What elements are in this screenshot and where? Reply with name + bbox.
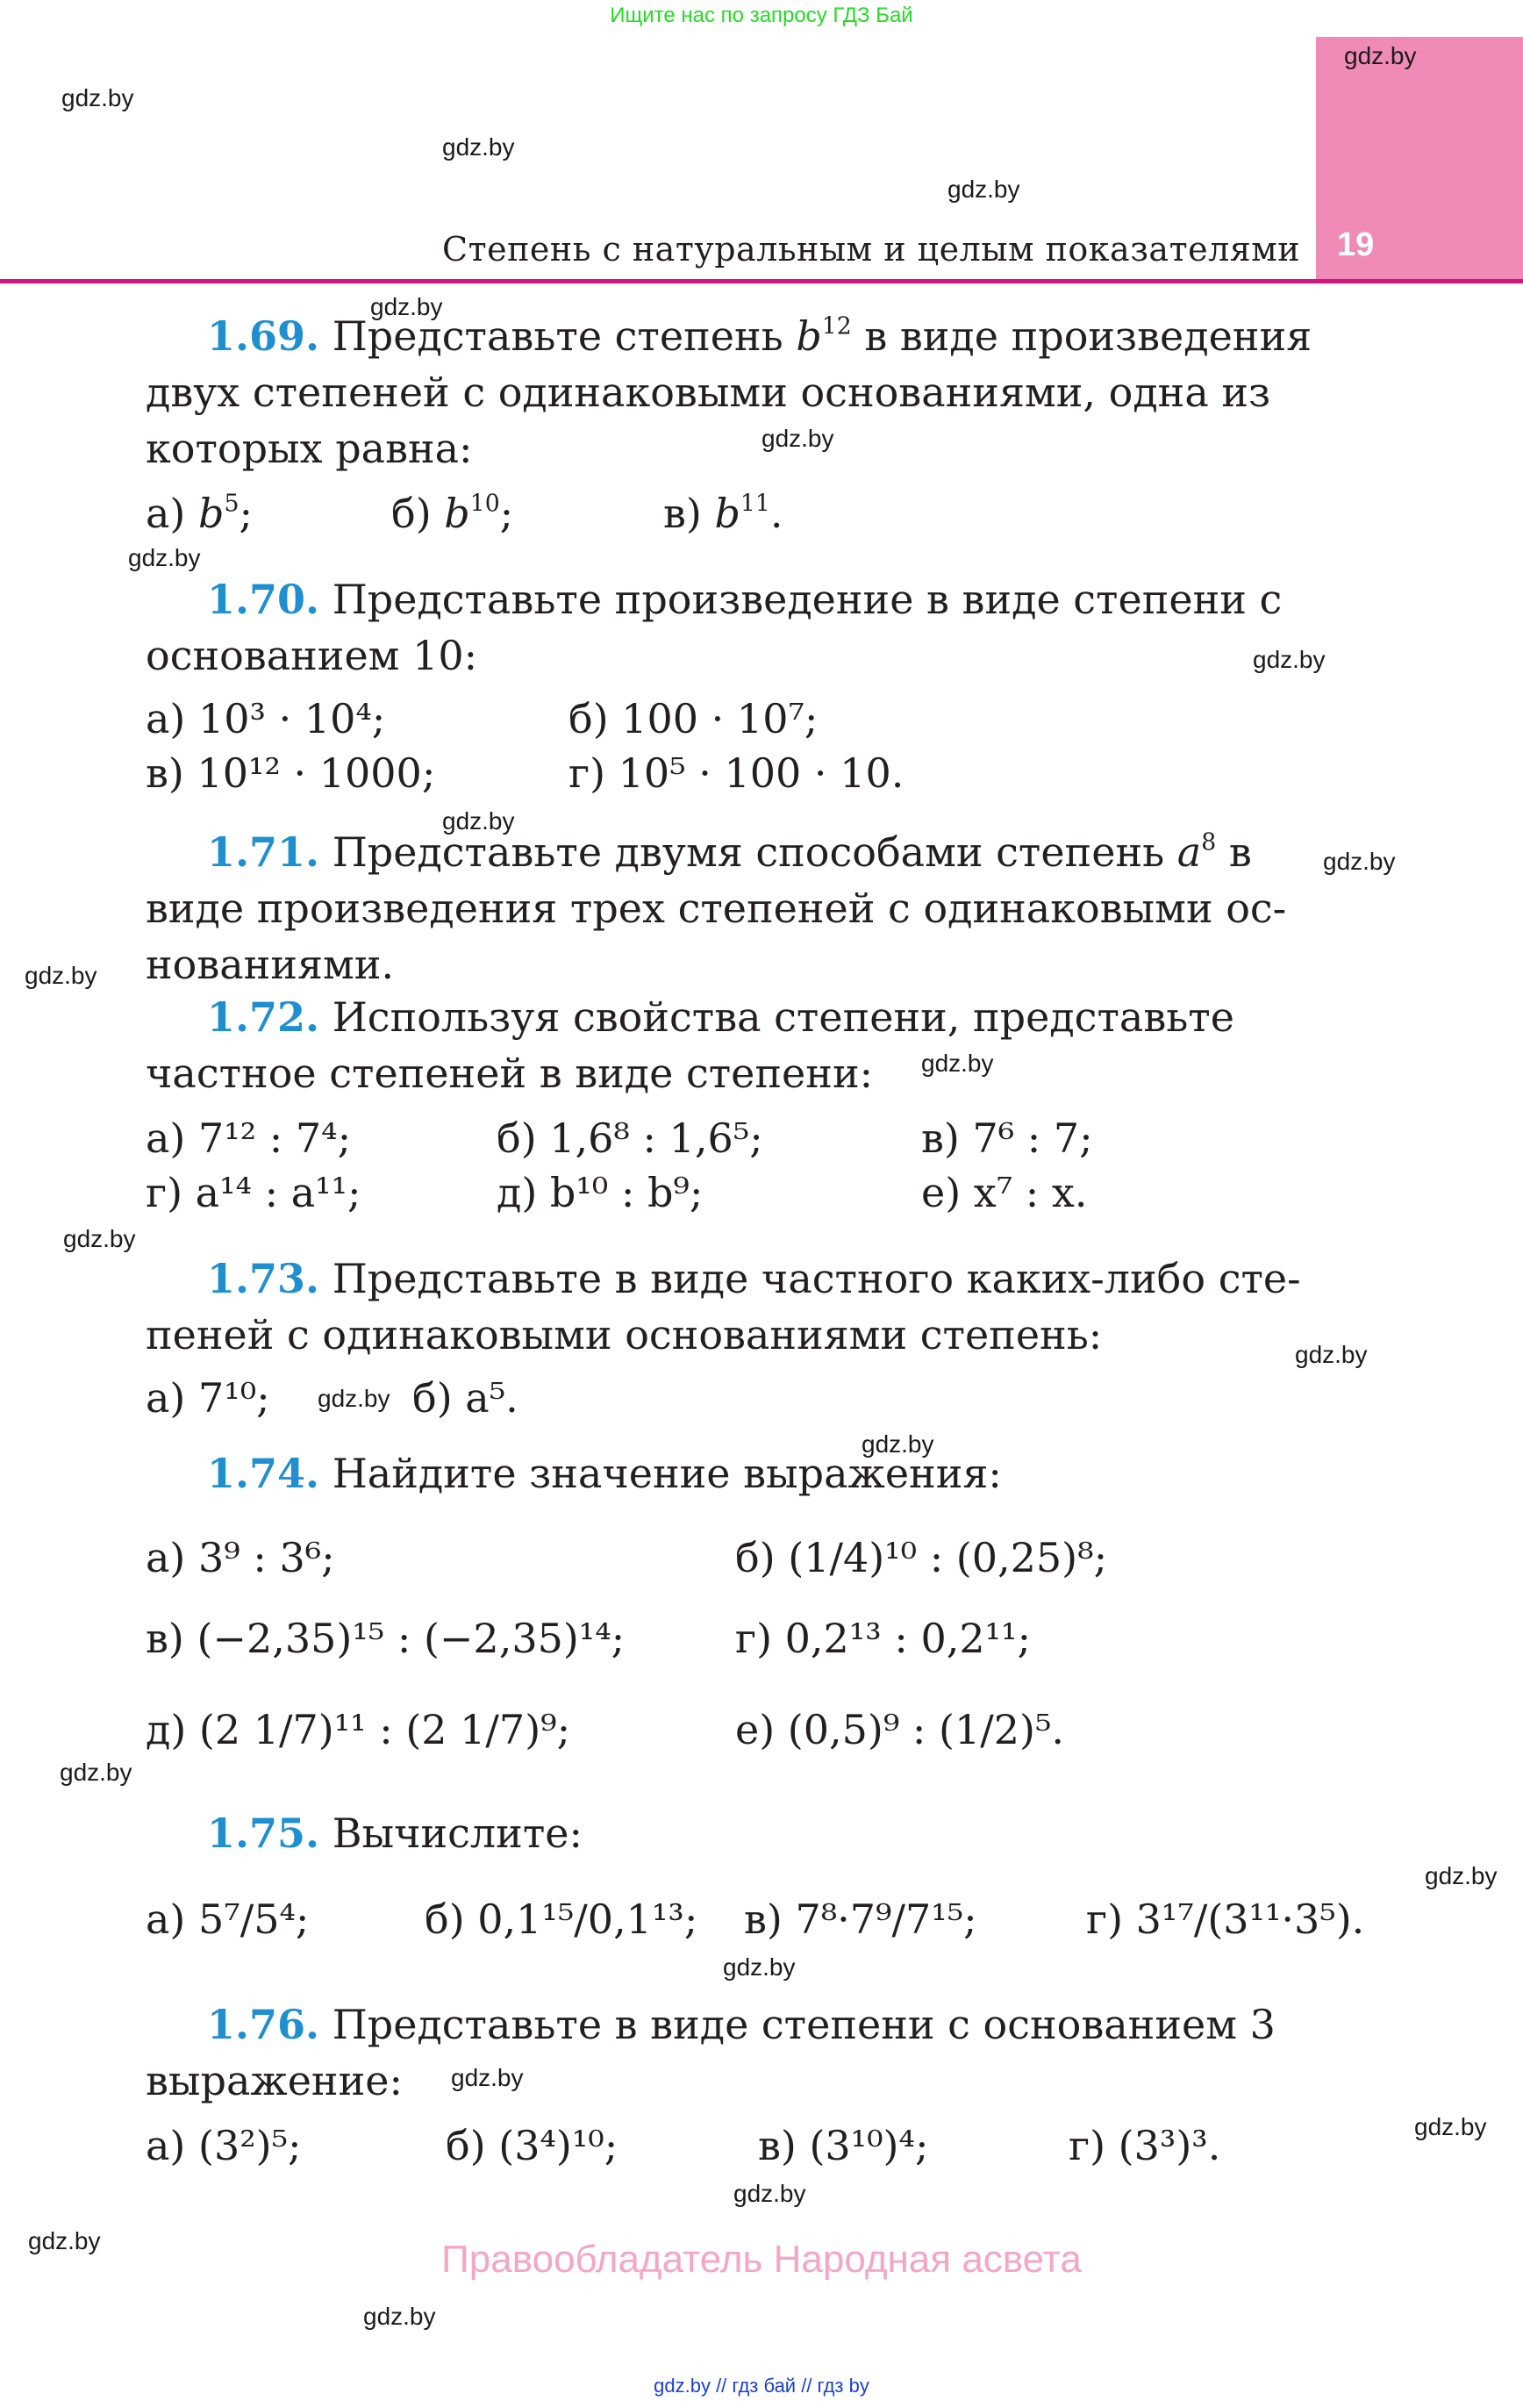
problem-1-70-item: г) 10⁵ · 100 · 10.: [568, 749, 905, 797]
problem-1-76-item: а) (3²)⁵;: [146, 2122, 302, 2169]
problem-number: 1.69.: [207, 312, 320, 360]
problem-1-76-item: в) (3¹⁰)⁴;: [758, 2122, 929, 2169]
problem-1-72-line-2: частное степеней в виде степени:: [146, 1050, 874, 1097]
problem-1-73-item: б) a⁵.: [412, 1374, 518, 1422]
problem-text: в: [1228, 828, 1252, 876]
watermark: gdz.by: [947, 176, 1020, 203]
watermark: gdz.by: [318, 1385, 390, 1412]
problem-1-73-line-1: [207, 1255, 1301, 1302]
math-base: b: [444, 490, 470, 537]
item-label: б): [391, 490, 432, 537]
problem-1-69-line-3: которых равна:: [146, 425, 473, 472]
problem-1-74-item: в) (−2,35)¹⁵ : (−2,35)¹⁴;: [146, 1615, 626, 1662]
header-divider: [0, 279, 1523, 283]
problem-text: Вычислите:: [332, 1810, 583, 1857]
math-base: a: [1176, 828, 1202, 876]
problem-1-74-item: г) 0,2¹³ : 0,2¹¹;: [735, 1615, 1031, 1662]
problem-text: в виде произведения: [864, 312, 1312, 360]
watermark: gdz.by: [1414, 2113, 1487, 2140]
problem-number: 1.70.: [207, 576, 320, 623]
problem-text: Представьте двумя способами степень: [332, 828, 1165, 876]
watermark: gdz.by: [733, 2180, 806, 2207]
problem-1-76-item: г) (3³)³.: [1069, 2122, 1221, 2169]
watermark: gdz.by: [921, 1050, 994, 1077]
problem-1-72-item: б) 1,6⁸ : 1,6⁵;: [497, 1114, 763, 1162]
problem-1-74-item: б) (1/4)¹⁰ : (0,25)⁸;: [735, 1534, 1108, 1581]
problem-1-75-item: б) 0,1¹⁵/0,1¹³;: [425, 1896, 698, 1943]
problem-text: Представьте в виде степени с основанием 3: [332, 2001, 1276, 2048]
watermark: gdz.by: [60, 1759, 132, 1786]
problem-1-72-item: е) x⁷ : x.: [921, 1169, 1088, 1216]
watermark: gdz.by: [61, 84, 134, 111]
watermark: gdz.by: [451, 2064, 524, 2091]
problem-number: 1.75.: [207, 1810, 320, 1857]
math-base: b: [796, 312, 822, 360]
punct: ;: [499, 490, 514, 537]
problem-1-72-item: г) a¹⁴ : a¹¹;: [146, 1169, 361, 1216]
watermark: gdz.by: [1323, 848, 1396, 875]
problem-1-71-line-3: нованиями.: [146, 941, 395, 988]
problem-1-70-item: в) 10¹² · 1000;: [146, 749, 436, 797]
problem-1-69-item-c: [663, 490, 783, 537]
problem-number: 1.72.: [207, 993, 320, 1041]
search-banner: Ищите нас по запросу ГДЗ Бай: [610, 4, 913, 27]
watermark: gdz.by: [723, 1953, 796, 1981]
problem-text: Найдите значение выражения:: [332, 1450, 1002, 1497]
watermark: gdz.by: [1425, 1862, 1498, 1889]
watermark: gdz.by: [128, 544, 201, 571]
problem-1-69-line-1: [207, 312, 1312, 360]
math-exponent: 8: [1201, 828, 1217, 856]
chapter-title: Степень с натуральным и целым показателями: [442, 230, 1301, 269]
problem-number: 1.76.: [207, 2001, 320, 2048]
problem-1-74-item: а) 3⁹ : 3⁶;: [146, 1534, 335, 1581]
watermark: gdz.by: [862, 1430, 934, 1458]
problem-number: 1.71.: [207, 828, 320, 876]
math-exponent: 5: [224, 490, 240, 518]
problem-1-74-item: е) (0,5)⁹ : (1/2)⁵.: [735, 1706, 1065, 1753]
watermark: gdz.by: [1295, 1341, 1368, 1368]
problem-1-74-title: [207, 1450, 1002, 1497]
problem-text: Используя свойства степени, представьте: [332, 993, 1234, 1041]
problem-1-72-item: д) b¹⁰ : b⁹;: [497, 1169, 704, 1216]
watermark: gdz.by: [28, 2227, 101, 2254]
problem-1-70-item: б) 100 · 10⁷;: [568, 695, 819, 742]
problem-1-75-title: [207, 1810, 583, 1857]
problem-1-69-line-2: двух степеней с одинаковыми основаниями, одна из: [146, 369, 1271, 416]
problem-1-70-line-1: [207, 576, 1282, 623]
problem-1-69-item-b: [391, 490, 513, 537]
problem-1-73-item: а) 7¹⁰;: [146, 1374, 270, 1422]
problem-text: Представьте произведение в виде степени с: [332, 576, 1283, 623]
problem-text: Представьте степень: [332, 312, 783, 360]
math-exponent: 12: [821, 312, 852, 340]
problem-text: Представьте в виде частного каких-либо сте-: [332, 1255, 1301, 1302]
watermark: gdz.by: [442, 807, 515, 835]
problem-1-72-item: а) 7¹² : 7⁴;: [146, 1114, 352, 1162]
problem-1-69-item-a: [146, 490, 253, 537]
copyright-notice: Правообладатель Народная асвета: [441, 2238, 1082, 2281]
watermark: gdz.by: [762, 425, 834, 452]
problem-1-71-line-2: виде произведения трех степеней с одинаковыми ос-: [146, 885, 1287, 932]
watermark: gdz.by: [25, 962, 97, 989]
watermark: gdz.by: [363, 2303, 436, 2330]
problem-1-76-item: б) (3⁴)¹⁰;: [446, 2122, 618, 2169]
item-label: а): [146, 490, 186, 537]
math-exponent: 10: [469, 490, 500, 518]
math-base: b: [198, 490, 225, 537]
problem-1-70-line-2: основанием 10:: [146, 632, 478, 679]
problem-1-71-line-1: [207, 828, 1252, 876]
punct: ;: [239, 490, 253, 537]
math-exponent: 11: [740, 490, 770, 518]
problem-1-76-line-2: выражение:: [146, 2057, 403, 2104]
problem-1-76-line-1: [207, 2001, 1276, 2048]
problem-1-74-item: д) (2 1/7)¹¹ : (2 1/7)⁹;: [146, 1706, 571, 1753]
problem-number: 1.74.: [207, 1450, 320, 1497]
watermark: gdz.by: [63, 1225, 136, 1252]
problem-number: 1.73.: [207, 1255, 320, 1302]
watermark: gdz.by: [1253, 646, 1326, 673]
footer-links[interactable]: gdz.by // гдз бай // гдз by: [654, 2375, 869, 2397]
problem-1-75-item: в) 7⁸·7⁹/7¹⁵;: [744, 1896, 977, 1943]
problem-1-70-item: а) 10³ · 10⁴;: [146, 695, 386, 742]
punct: .: [769, 490, 783, 537]
page-number: 19: [1337, 226, 1375, 263]
problem-1-72-line-1: [207, 993, 1234, 1041]
problem-1-73-line-2: пеней с одинаковыми основаниями степень:: [146, 1311, 1103, 1358]
math-base: b: [714, 490, 740, 537]
watermark: gdz.by: [1344, 42, 1417, 69]
problem-1-75-item: г) 3¹⁷/(3¹¹·3⁵).: [1086, 1896, 1365, 1943]
item-label: в): [663, 490, 702, 537]
problem-1-72-item: в) 7⁶ : 7;: [921, 1114, 1093, 1162]
watermark: gdz.by: [442, 133, 515, 161]
problem-1-75-item: а) 5⁷/5⁴;: [146, 1896, 310, 1943]
watermark: gdz.by: [370, 293, 443, 320]
